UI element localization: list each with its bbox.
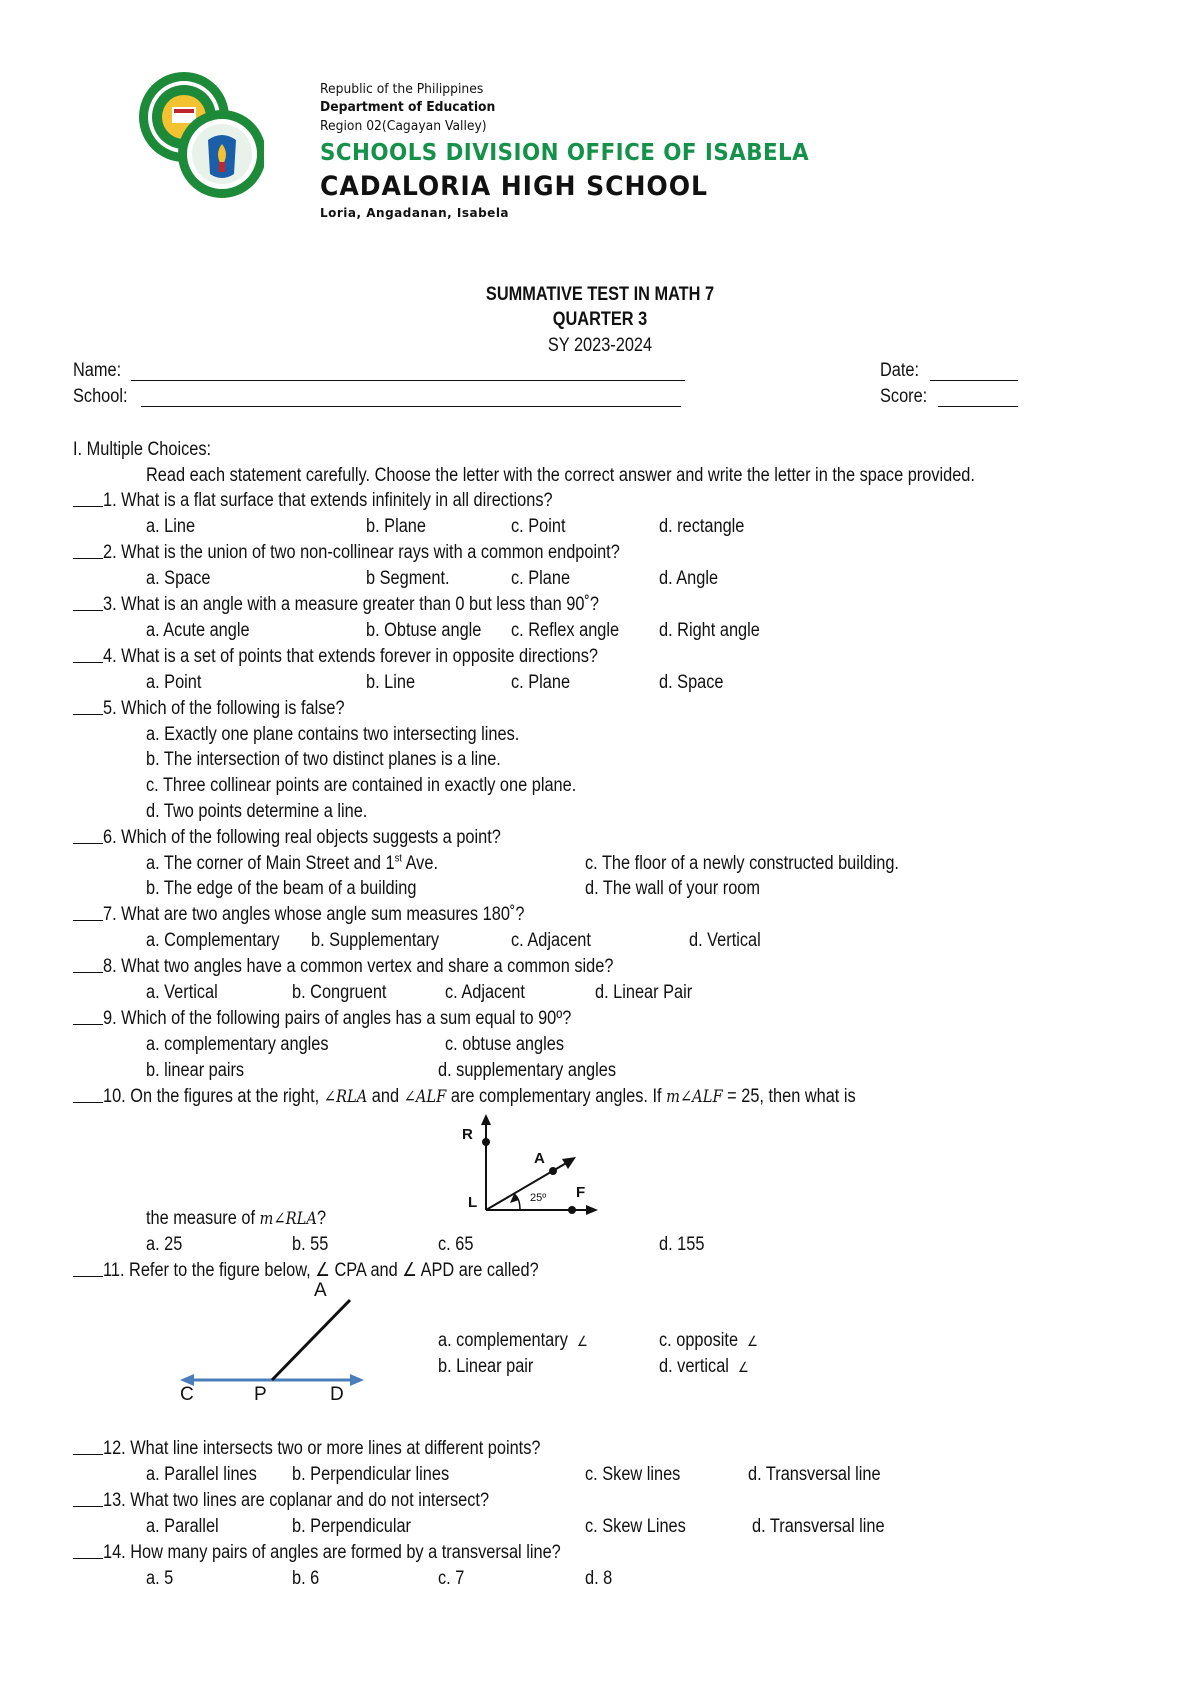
q8-choice-a: a. Vertical — [146, 982, 218, 1003]
q9-choice-b: b. linear pairs — [146, 1060, 245, 1081]
question-12: 12. What line intersects two or more lines at different points? — [103, 1438, 541, 1459]
question-4: 4. What is a set of points that extends forever in opposite directions? — [103, 646, 599, 667]
school-location: Loria, Angadanan, Isabela — [320, 206, 510, 220]
q8-choice-d: d. Linear Pair — [595, 982, 693, 1003]
answer-blank-2[interactable] — [73, 544, 103, 559]
school-blank[interactable] — [141, 392, 681, 407]
question-2: 2. What is the union of two non-collinear rays with a common endpoint? — [103, 542, 620, 563]
name-label: Name: — [73, 360, 122, 381]
q2-choice-c: c. Plane — [511, 568, 571, 589]
question-6: 6. Which of the following real objects suggests a point? — [103, 827, 501, 848]
fig11-label-d: D — [330, 1384, 344, 1405]
answer-blank-9[interactable] — [73, 1010, 103, 1025]
q8-choice-c: c. Adjacent — [445, 982, 525, 1003]
q3-choice-b: b. Obtuse angle — [366, 620, 482, 641]
fig-label-r: R — [462, 1126, 473, 1143]
division-office: SCHOOLS DIVISION OFFICE OF ISABELA — [320, 140, 810, 166]
q1-choice-c: c. Point — [511, 516, 566, 537]
school-name: CADALORIA HIGH SCHOOL — [320, 171, 708, 202]
answer-blank-7[interactable] — [73, 906, 103, 921]
fig11-label-c: C — [180, 1384, 194, 1405]
q13-choice-a: a. Parallel — [146, 1516, 219, 1537]
q4-choice-c: c. Plane — [511, 672, 571, 693]
school-year: SY 2023-2024 — [547, 335, 653, 356]
q1-choice-b: b. Plane — [366, 516, 426, 537]
q5-choice-c: c. Three collinear points are contained in exactly one plane. — [146, 775, 577, 796]
q1-choice-d: d. rectangle — [659, 516, 745, 537]
q14-choice-a: a. 5 — [146, 1568, 174, 1589]
q11-choice-d: d. vertical ∠ — [659, 1356, 749, 1377]
q6-choice-d: d. The wall of your room — [585, 878, 760, 899]
department-line: Department of Education — [320, 100, 496, 115]
q10-choice-d: d. 155 — [659, 1234, 705, 1255]
q10-choice-a: a. 25 — [146, 1234, 183, 1255]
q4-choice-d: d. Space — [659, 672, 724, 693]
q9-choice-d: d. supplementary angles — [438, 1060, 617, 1081]
date-blank[interactable] — [930, 366, 1018, 381]
q14-choice-c: c. 7 — [438, 1568, 465, 1589]
q10-continuation: the measure of m∠RLA? — [146, 1208, 327, 1229]
q2-choice-a: a. Space — [146, 568, 211, 589]
q7-choice-d: d. Vertical — [689, 930, 761, 951]
school-seal — [134, 70, 264, 202]
name-blank[interactable] — [131, 366, 685, 381]
q2-choice-d: d. Angle — [659, 568, 719, 589]
angle-figure-rla — [458, 1112, 608, 1224]
question-1: 1. What is a flat surface that extends infinitely in all directions? — [103, 490, 553, 511]
section-heading: I. Multiple Choices: — [73, 439, 212, 460]
question-14: 14. How many pairs of angles are formed by a transversal line? — [103, 1542, 561, 1563]
q14-choice-d: d. 8 — [585, 1568, 613, 1589]
answer-blank-4[interactable] — [73, 648, 103, 663]
q13-choice-d: d. Transversal line — [752, 1516, 885, 1537]
answer-blank-11[interactable] — [73, 1262, 103, 1277]
q5-choice-d: d. Two points determine a line. — [146, 801, 368, 822]
name-field[interactable] — [73, 360, 129, 382]
answer-blank-8[interactable] — [73, 958, 103, 973]
question-5: 5. Which of the following is false? — [103, 698, 345, 719]
q6-choice-a: a. The corner of Main Street and 1st Ave. — [146, 852, 438, 874]
q10-choice-b: b. 55 — [292, 1234, 329, 1255]
q10-choice-c: c. 65 — [438, 1234, 474, 1255]
q12-choice-b: b. Perpendicular lines — [292, 1464, 450, 1485]
q13-choice-b: b. Perpendicular — [292, 1516, 412, 1537]
fig-angle-25: 25º — [530, 1192, 547, 1204]
q8-choice-b: b. Congruent — [292, 982, 387, 1003]
q3-choice-a: a. Acute angle — [146, 620, 250, 641]
fig11-label-a: A — [314, 1280, 327, 1301]
q11-choice-c: c. opposite ∠ — [659, 1330, 758, 1351]
school-label: School: — [73, 386, 128, 407]
answer-blank-1[interactable] — [73, 492, 103, 507]
q11-choice-a: a. complementary ∠ — [438, 1330, 588, 1351]
answer-blank-3[interactable] — [73, 596, 103, 611]
answer-blank-14[interactable] — [73, 1544, 103, 1559]
q14-choice-b: b. 6 — [292, 1568, 320, 1589]
q7-choice-b: b. Supplementary — [311, 930, 440, 951]
q11-choice-b: b. Linear pair — [438, 1356, 534, 1377]
q4-choice-b: b. Line — [366, 672, 416, 693]
answer-blank-10[interactable] — [73, 1088, 103, 1103]
question-7: 7. What are two angles whose angle sum measures 180˚? — [103, 904, 525, 925]
q13-choice-c: c. Skew Lines — [585, 1516, 686, 1537]
answer-blank-13[interactable] — [73, 1492, 103, 1507]
q5-choice-a: a. Exactly one plane contains two intersecting lines. — [146, 724, 520, 745]
q3-choice-c: c. Reflex angle — [511, 620, 620, 641]
republic-line: Republic of the Philippines — [320, 82, 484, 97]
date-label: Date: — [880, 360, 920, 381]
fig11-label-p: P — [254, 1384, 267, 1405]
test-title: SUMMATIVE TEST IN MATH 7 — [485, 284, 715, 305]
question-8: 8. What two angles have a common vertex and share a common side? — [103, 956, 614, 977]
q9-choice-a: a. complementary angles — [146, 1034, 329, 1055]
question-9: 9. Which of the following pairs of angles has a sum equal to 90º? — [103, 1008, 572, 1029]
quarter-label: QUARTER 3 — [552, 309, 648, 330]
answer-blank-5[interactable] — [73, 700, 103, 715]
score-blank[interactable] — [938, 392, 1018, 407]
question-10: 10. On the figures at the right, ∠RLA and ∠ALF are complementary angles. If m∠ALF = 25, then what is — [103, 1086, 856, 1107]
q12-choice-d: d. Transversal line — [748, 1464, 881, 1485]
score-label: Score: — [880, 386, 928, 407]
fig-label-a: A — [534, 1150, 545, 1167]
q4-choice-a: a. Point — [146, 672, 202, 693]
q6-choice-b: b. The edge of the beam of a building — [146, 878, 417, 899]
linear-pair-figure — [178, 1280, 368, 1405]
q7-choice-c: c. Adjacent — [511, 930, 591, 951]
q1-choice-a: a. Line — [146, 516, 196, 537]
answer-blank-6[interactable] — [73, 829, 103, 844]
q7-choice-a: a. Complementary — [146, 930, 280, 951]
question-11: 11. Refer to the figure below, ∠ CPA and ∠ APD are called? — [103, 1260, 539, 1281]
fig-label-l: L — [468, 1194, 478, 1211]
instructions: Read each statement carefully. Choose the letter with the correct answer and write the letter in the space provided. — [146, 465, 975, 486]
answer-blank-12[interactable] — [73, 1440, 103, 1455]
fig-label-f: F — [576, 1184, 586, 1201]
q9-choice-c: c. obtuse angles — [445, 1034, 565, 1055]
q6-choice-c: c. The floor of a newly constructed building. — [585, 853, 899, 874]
q2-choice-b: b Segment. — [366, 568, 450, 589]
q12-choice-c: c. Skew lines — [585, 1464, 681, 1485]
q5-choice-b: b. The intersection of two distinct planes is a line. — [146, 749, 501, 770]
region-line: Region 02(Cagayan Valley) — [320, 119, 487, 134]
q3-choice-d: d. Right angle — [659, 620, 760, 641]
q12-choice-a: a. Parallel lines — [146, 1464, 257, 1485]
question-3: 3. What is an angle with a measure greater than 0 but less than 90˚? — [103, 594, 599, 615]
question-13: 13. What two lines are coplanar and do not intersect? — [103, 1490, 490, 1511]
